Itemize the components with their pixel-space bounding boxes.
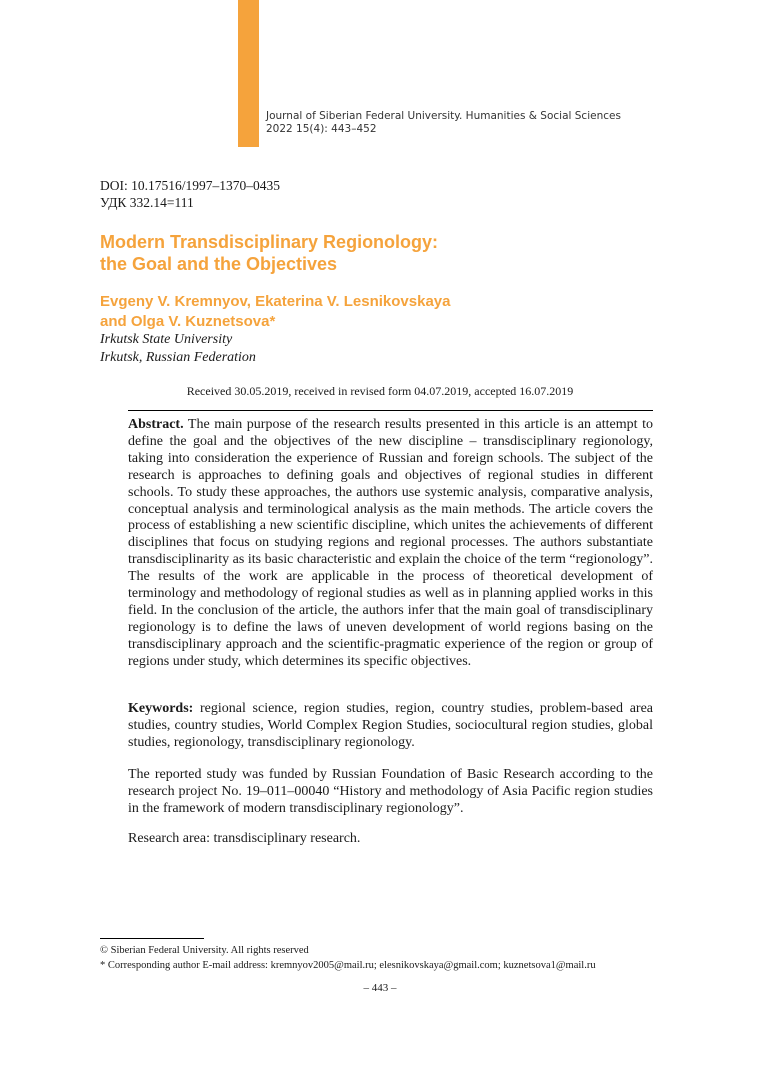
journal-issue: 2022 15(4): 443–452 [266, 123, 377, 135]
authors-line-2: and Olga V. Kuznetsova* [100, 313, 276, 330]
research-area: Research area: transdisciplinary research. [128, 831, 361, 846]
journal-header [266, 110, 621, 136]
abstract-text: The main purpose of the research results presented in this article is an attempt to define the goal and the objectives of the new discipline – transdisciplinary regionology, taking into consideration the experience of Russian and foreign schools. The subject of the research is approaches to defining goals and objectives of regional studies in different schools. To study these approaches, the authors use systemic analysis, comparative analysis, conceptual analysis and terminological analysis as the main methods. The article covers the process of establishing a new scientific discipline, which unites the achievements of different disciplines that focus on studying regions and regional processes. The authors substantiate transdisciplinarity as its basic characteristic and explain the choice of the term “regionology”. The results of the work are applicable in the process of theoretical development of terminology and methodology of regional studies as well as in planning applied works in this field. In the conclusion of the article, the authors infer that the main goal of transdisciplinary regionology is to define the laws of uneven development of world regions basing on the transdisciplinary approach and the scientific-pragmatic experience of the region or group of regions under study, which determines its specific objectives. [128, 417, 653, 669]
doi: DOI: 10.17516/1997–1370–0435 [100, 178, 280, 193]
keywords [128, 701, 653, 752]
affiliation-university: Irkutsk State University [100, 332, 233, 347]
received-dates: Received 30.05.2019, received in revised form 04.07.2019, accepted 16.07.2019 [186, 384, 574, 398]
page-number: – 443 – [363, 982, 397, 994]
abstract-label: Abstract. [128, 417, 184, 432]
udk: УДК 332.14=111 [100, 195, 194, 210]
title-line-2: the Goal and the Objectives [100, 254, 338, 274]
journal-name: Journal of Siberian Federal University. Humanities & Social Sciences [266, 110, 621, 122]
journal-accent-bar [238, 0, 259, 147]
keywords-label: Keywords: [128, 701, 194, 716]
abstract-divider [128, 410, 653, 411]
authors-line-1: Evgeny V. Kremnyov, Ekaterina V. Lesnikovskaya [100, 293, 451, 310]
keywords-text: regional science, region studies, region, country studies, problem-based area studies, country studies, World Complex Region Studies, sociocultural region studies, global studies, regionology, transdisciplinary regionology. [128, 701, 653, 750]
article-identifiers [100, 177, 280, 211]
footnote-divider [100, 938, 204, 939]
copyright-footnote: © Siberian Federal University. All rights reserved [100, 945, 309, 956]
article-title [100, 231, 438, 275]
affiliation-location: Irkutsk, Russian Federation [100, 350, 256, 365]
affiliation [100, 331, 256, 367]
funding-statement: The reported study was funded by Russian Foundation of Basic Research according to the research project No. 19–011–00040 “History and methodology of Asia Pacific region studies in the framework of modern transdisciplinary regionology”. [128, 767, 653, 816]
title-line-1: Modern Transdisciplinary Regionology: [100, 232, 439, 252]
abstract [128, 417, 653, 671]
authors [100, 292, 450, 332]
corresponding-author-footnote: * Corresponding author E-mail address: kremnyov2005@mail.ru; elesnikovskaya@gmail.com; kuznetsova1@mail.ru [100, 960, 596, 971]
